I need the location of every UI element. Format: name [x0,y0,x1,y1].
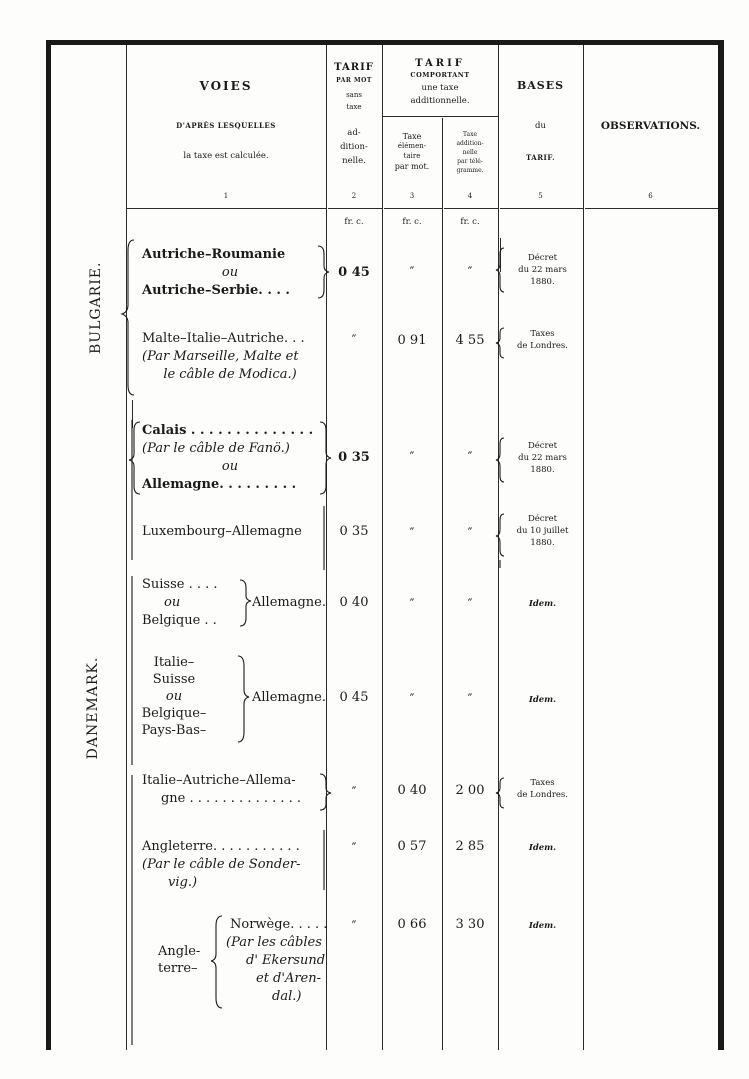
col3-line3: taire [403,152,421,160]
r6-b: Suisse [152,672,196,687]
r2-b: (Par Marseille, Malte et [142,349,299,364]
brace-r5 [240,580,251,626]
braces-layer [46,40,724,1050]
r8-v4: 2 85 [455,839,485,854]
r1-a: Autriche–Roumanie [142,247,286,262]
col4-line4: par télé- [457,158,483,165]
col4-line5: gramme. [456,167,484,174]
r3-d: Allemagne. . . . . . . . . [142,477,297,492]
r1-b: ou [221,265,239,280]
r6-d: Belgique– [141,706,207,721]
r6-v4: ″ [467,692,473,707]
r1-base1: Décret [527,253,558,263]
r3-a: Calais . . . . . . . . . . . . . . [142,423,314,438]
r9-a: Angle- [158,944,201,959]
r8-v2: ″ [351,841,357,856]
r3-v3: ″ [409,450,415,465]
brace-r1-base [496,248,504,292]
r8-c: vig.) [168,875,198,890]
r4-base2: du 10 juillet [516,526,569,536]
r8-a: Angleterre. . . . . . . . . . . [142,839,300,854]
r5-c: Belgique . . [142,613,217,628]
r6-a: Italie– [153,655,195,670]
brace-r4-base [496,514,504,556]
r6-base1: Idem. [528,695,557,705]
r3-base1: Décret [527,441,558,451]
brace-r3-right [320,422,331,494]
r4-v2: 0 35 [339,524,369,539]
col2-line5: ad- [347,128,361,138]
r9-v2: ″ [351,919,357,934]
col2-line6: dition- [340,142,368,152]
r7-base2: de Londres. [516,790,568,800]
col4-line2: addition- [456,140,484,147]
r9-g: dal.) [272,989,302,1004]
r8-base1: Idem. [528,843,557,853]
col2-number: 2 [351,192,357,200]
col5-line3: TARIF. [525,153,556,162]
col3-number: 3 [409,192,415,200]
r6-f: Allemagne. [252,690,326,705]
r7-v3: 0 40 [397,783,427,798]
r5-b: ou [164,595,181,610]
col34-line1: TARIF [415,58,465,69]
r1-c: Autriche–Serbie. . . . [142,283,290,298]
col2-line4: taxe [346,103,362,111]
brace-r7-base [496,778,504,808]
r5-base1: Idem. [528,599,557,609]
r2-base2: de Londres. [516,341,568,351]
col3-line4: par mot. [394,162,430,171]
r1-base3: 1880. [530,277,555,287]
col1-title: VOIES [199,79,253,93]
col1-number: 1 [223,192,229,200]
brace-r3-left [129,422,140,494]
col5-number: 5 [538,192,543,200]
r5-v2: 0 40 [339,595,369,610]
r9-v4: 3 30 [455,917,485,932]
r7-base1: Taxes [530,778,555,788]
r9-b: terre– [158,961,198,976]
r9-base1: Idem. [528,921,557,931]
brace-r9 [211,916,222,1008]
r3-base3: 1880. [530,465,555,475]
brace-r7 [320,774,331,810]
r1-v2: 0 45 [338,265,370,280]
r2-v4: 4 55 [455,333,485,348]
brace-r6 [238,656,249,742]
r6-v3: ″ [409,692,415,707]
r4-a: Luxembourg–Allemagne [142,524,302,539]
r2-base1: Taxes [530,329,555,339]
r3-b: (Par le câble de Fanö.) [142,441,290,456]
r2-a: Malte–Italie–Autriche. . . [142,331,305,346]
brace-r2-base [496,328,504,358]
r4-v3: ″ [409,526,415,541]
r7-v4: 2 00 [455,783,485,798]
r6-v2: 0 45 [339,690,369,705]
brace-r3-base [496,438,504,482]
r7-a: Italie–Autriche–Allema- [142,773,296,788]
r2-v2: ″ [351,333,357,348]
col5-line2: du [535,121,546,131]
col34-line3: une taxe [421,83,459,93]
r5-d: Allemagne. [252,595,326,610]
units-col3: fr. c. [402,217,422,227]
units-col2: fr. c. [344,217,364,227]
col4-line1: Taxe [462,131,478,138]
col6-number: 6 [648,192,653,200]
r6-c: ou [165,689,183,704]
r2-v3: 0 91 [397,333,427,348]
col4-number: 4 [467,192,473,200]
r5-v3: ″ [409,597,415,612]
col6-title: OBSERVATIONS. [600,120,701,132]
r3-v2: 0 35 [338,450,370,465]
col3-line2: élémen- [397,142,427,150]
col2-line1: TARIF [334,62,374,73]
col4-line3: nelle [462,149,478,156]
r6-e: Pays-Bas– [141,723,207,738]
r7-v2: ″ [351,785,357,800]
r4-v4: ″ [467,526,473,541]
col2-line7: nelle. [342,156,366,166]
col1-subtitle2: la taxe est calculée. [183,151,269,161]
r3-v4: ″ [467,450,473,465]
col5-line1: BASES [516,79,565,92]
r5-a: Suisse . . . . [142,577,218,592]
r9-f: et d'Aren- [256,971,322,986]
r4-base3: 1880. [530,538,555,548]
col2-line3: sans [346,91,362,99]
r5-v4: ″ [467,597,473,612]
r1-base2: du 22 mars [518,265,567,275]
r3-c: ou [221,459,239,474]
country-denmark: DANEMARK. [85,656,101,760]
col34-line4: additionnelle. [410,96,470,106]
brace-r1 [318,246,329,298]
col3-line1: Taxe [402,132,422,141]
col2-line2: PAR MOT [336,77,372,84]
r7-b: gne . . . . . . . . . . . . . . [160,791,302,806]
col34-line2: COMPORTANT [410,71,470,79]
r9-e: d' Ekersund [246,953,326,968]
r3-base2: du 22 mars [518,453,567,463]
r1-v4: ″ [467,265,473,280]
r9-c: Norwège. . . . . [230,917,328,932]
col1-subtitle: D'APRÈS LESQUELLES [176,121,276,130]
r9-v3: 0 66 [397,917,427,932]
country-bulgaria: BULGARIE. [88,261,104,354]
r9-d: (Par les câbles [226,935,322,950]
table-frame [46,40,724,1050]
r8-b: (Par le câble de Sonder- [142,857,301,872]
r4-base1: Décret [527,514,558,524]
r1-v3: ″ [409,265,415,280]
units-col4: fr. c. [460,217,480,227]
brace-bulgaria [122,240,134,395]
r8-v3: 0 57 [397,839,427,854]
r2-c: le câble de Modica.) [163,367,297,382]
